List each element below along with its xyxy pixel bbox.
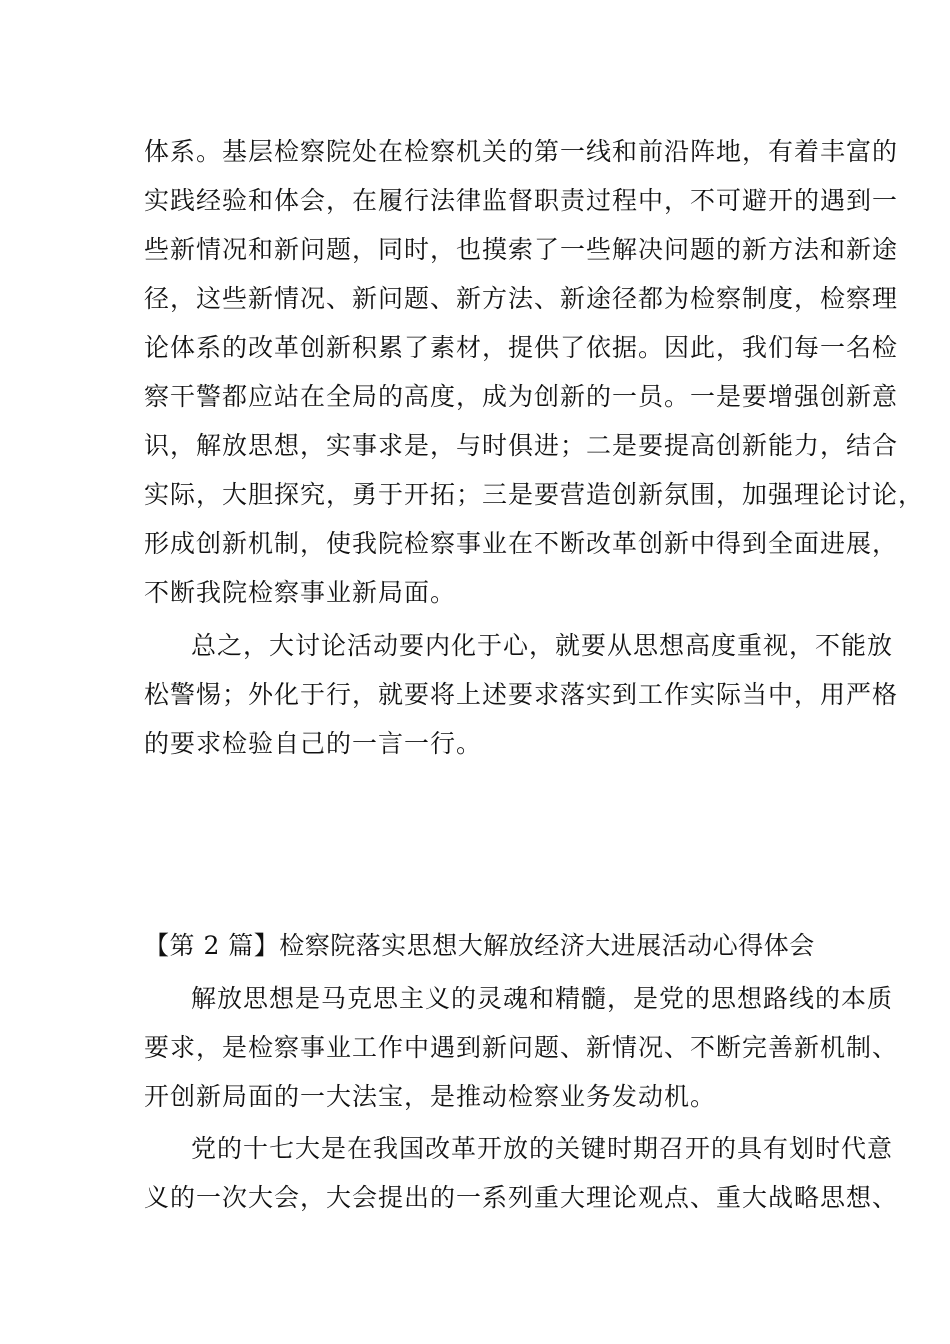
text-line: 形成创新机制，使我院检察事业在不断改革创新中得到全面进展， [144, 529, 899, 558]
section-heading: 【第 2 篇】检察院落实思想大解放经济大进展活动心得体会 [144, 931, 815, 960]
text-line: 论体系的改革创新积累了素材，提供了依据。因此，我们每一名检 [144, 333, 899, 362]
text-line: 要求，是检察事业工作中遇到新问题、新情况、不断完善新机制、 [144, 1033, 899, 1062]
text-line: 实践经验和体会，在履行法律监督职责过程中，不可避开的遇到一 [144, 186, 899, 215]
text-line: 义的一次大会，大会提出的一系列重大理论观点、重大战略思想、 [144, 1183, 899, 1212]
text-line: 党的十七大是在我国改革开放的关键时期召开的具有划时代意 [191, 1134, 894, 1163]
text-line: 径，这些新情况、新问题、新方法、新途径都为检察制度，检察理 [144, 284, 899, 313]
text-line: 实际，大胆探究，勇于开拓；三是要营造创新氛围，加强理论讨论， [144, 480, 925, 509]
text-line: 开创新局面的一大法宝，是推动检察业务发动机。 [144, 1082, 717, 1111]
text-line: 些新情况和新问题，同时，也摸索了一些解决问题的新方法和新途 [144, 235, 899, 264]
text-line: 松警惕；外化于行，就要将上述要求落实到工作实际当中，用严格 [144, 680, 899, 709]
text-line: 不断我院检察事业新局面。 [144, 578, 457, 607]
text-line: 解放思想是马克思主义的灵魂和精髓，是党的思想路线的本质 [191, 984, 894, 1013]
text-line: 总之，大讨论活动要内化于心，就要从思想高度重视，不能放 [191, 631, 894, 660]
text-line: 识，解放思想，实事求是，与时俱进；二是要提高创新能力，结合 [144, 431, 899, 460]
text-line: 的要求检验自己的一言一行。 [144, 729, 483, 758]
text-line: 察干警都应站在全局的高度，成为创新的一员。一是要增强创新意 [144, 382, 899, 411]
text-line: 体系。基层检察院处在检察机关的第一线和前沿阵地，有着丰富的 [144, 137, 899, 166]
